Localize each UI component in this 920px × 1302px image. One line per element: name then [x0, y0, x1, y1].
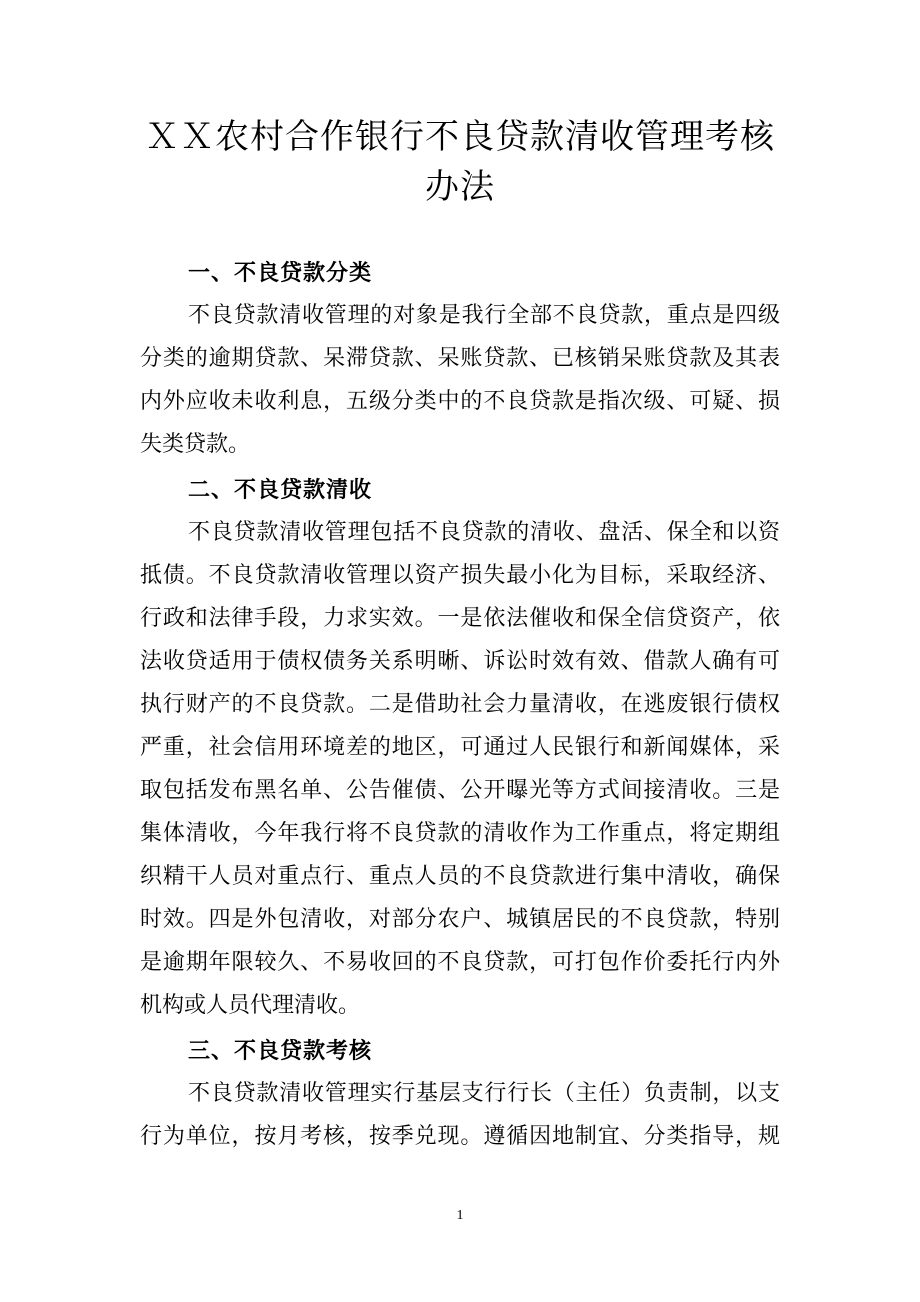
paragraph-line: 集体清收，今年我行将不良贷款的清收作为工作重点，将定期组 [140, 821, 780, 846]
paragraph-line: 执行财产的不良贷款。二是借助社会力量清收，在逃废银行债权 [140, 692, 780, 717]
paragraph-line: 抵债。不良贷款清收管理以资产损失最小化为目标，采取经济、 [140, 563, 780, 588]
paragraph-line: 法收贷适用于债权债务关系明晰、诉讼时效有效、借款人确有可 [140, 649, 780, 674]
paragraph-line: 是逾期年限较久、不易收回的不良贷款，可打包作价委托行内外 [140, 950, 780, 975]
paragraph-line: 分类的逾期贷款、呆滞贷款、呆账贷款、已核销呆账贷款及其表 [140, 346, 780, 371]
section-heading-1: 一、不良贷款分类 [188, 260, 373, 286]
paragraph-line: 时效。四是外包清收，对部分农户、城镇居民的不良贷款，特别 [140, 907, 780, 932]
paragraph-line: 失类贷款。 [140, 432, 251, 457]
section-heading-3: 三、不良贷款考核 [188, 1038, 373, 1064]
document-title-line-1: ＸＸ农村合作银行不良贷款清收管理考核 [145, 117, 775, 157]
section-heading-2: 二、不良贷款清收 [188, 477, 373, 503]
paragraph-line: 织精干人员对重点行、重点人员的不良贷款进行集中清收，确保 [140, 864, 780, 889]
paragraph-line: 不良贷款清收管理的对象是我行全部不良贷款，重点是四级 [188, 303, 780, 328]
paragraph-line: 内外应收未收利息，五级分类中的不良贷款是指次级、可疑、损 [140, 389, 780, 414]
page-number: 1 [456, 1208, 464, 1223]
paragraph-line: 不良贷款清收管理实行基层支行行长（主任）负责制，以支 [188, 1081, 780, 1106]
paragraph-line: 取包括发布黑名单、公告催债、公开曝光等方式间接清收。三是 [140, 778, 780, 803]
paragraph-line: 严重，社会信用环境差的地区，可通过人民银行和新闻媒体，采 [140, 735, 780, 760]
paragraph-line: 机构或人员代理清收。 [140, 993, 361, 1018]
paragraph-line: 行为单位，按月考核，按季兑现。遵循因地制宜、分类指导，规 [140, 1124, 780, 1149]
paragraph-line: 行政和法律手段，力求实效。一是依法催收和保全信贷资产，依 [140, 606, 780, 631]
document-title-line-2: 办法 [425, 167, 495, 207]
paragraph-line: 不良贷款清收管理包括不良贷款的清收、盘活、保全和以资 [188, 520, 780, 545]
